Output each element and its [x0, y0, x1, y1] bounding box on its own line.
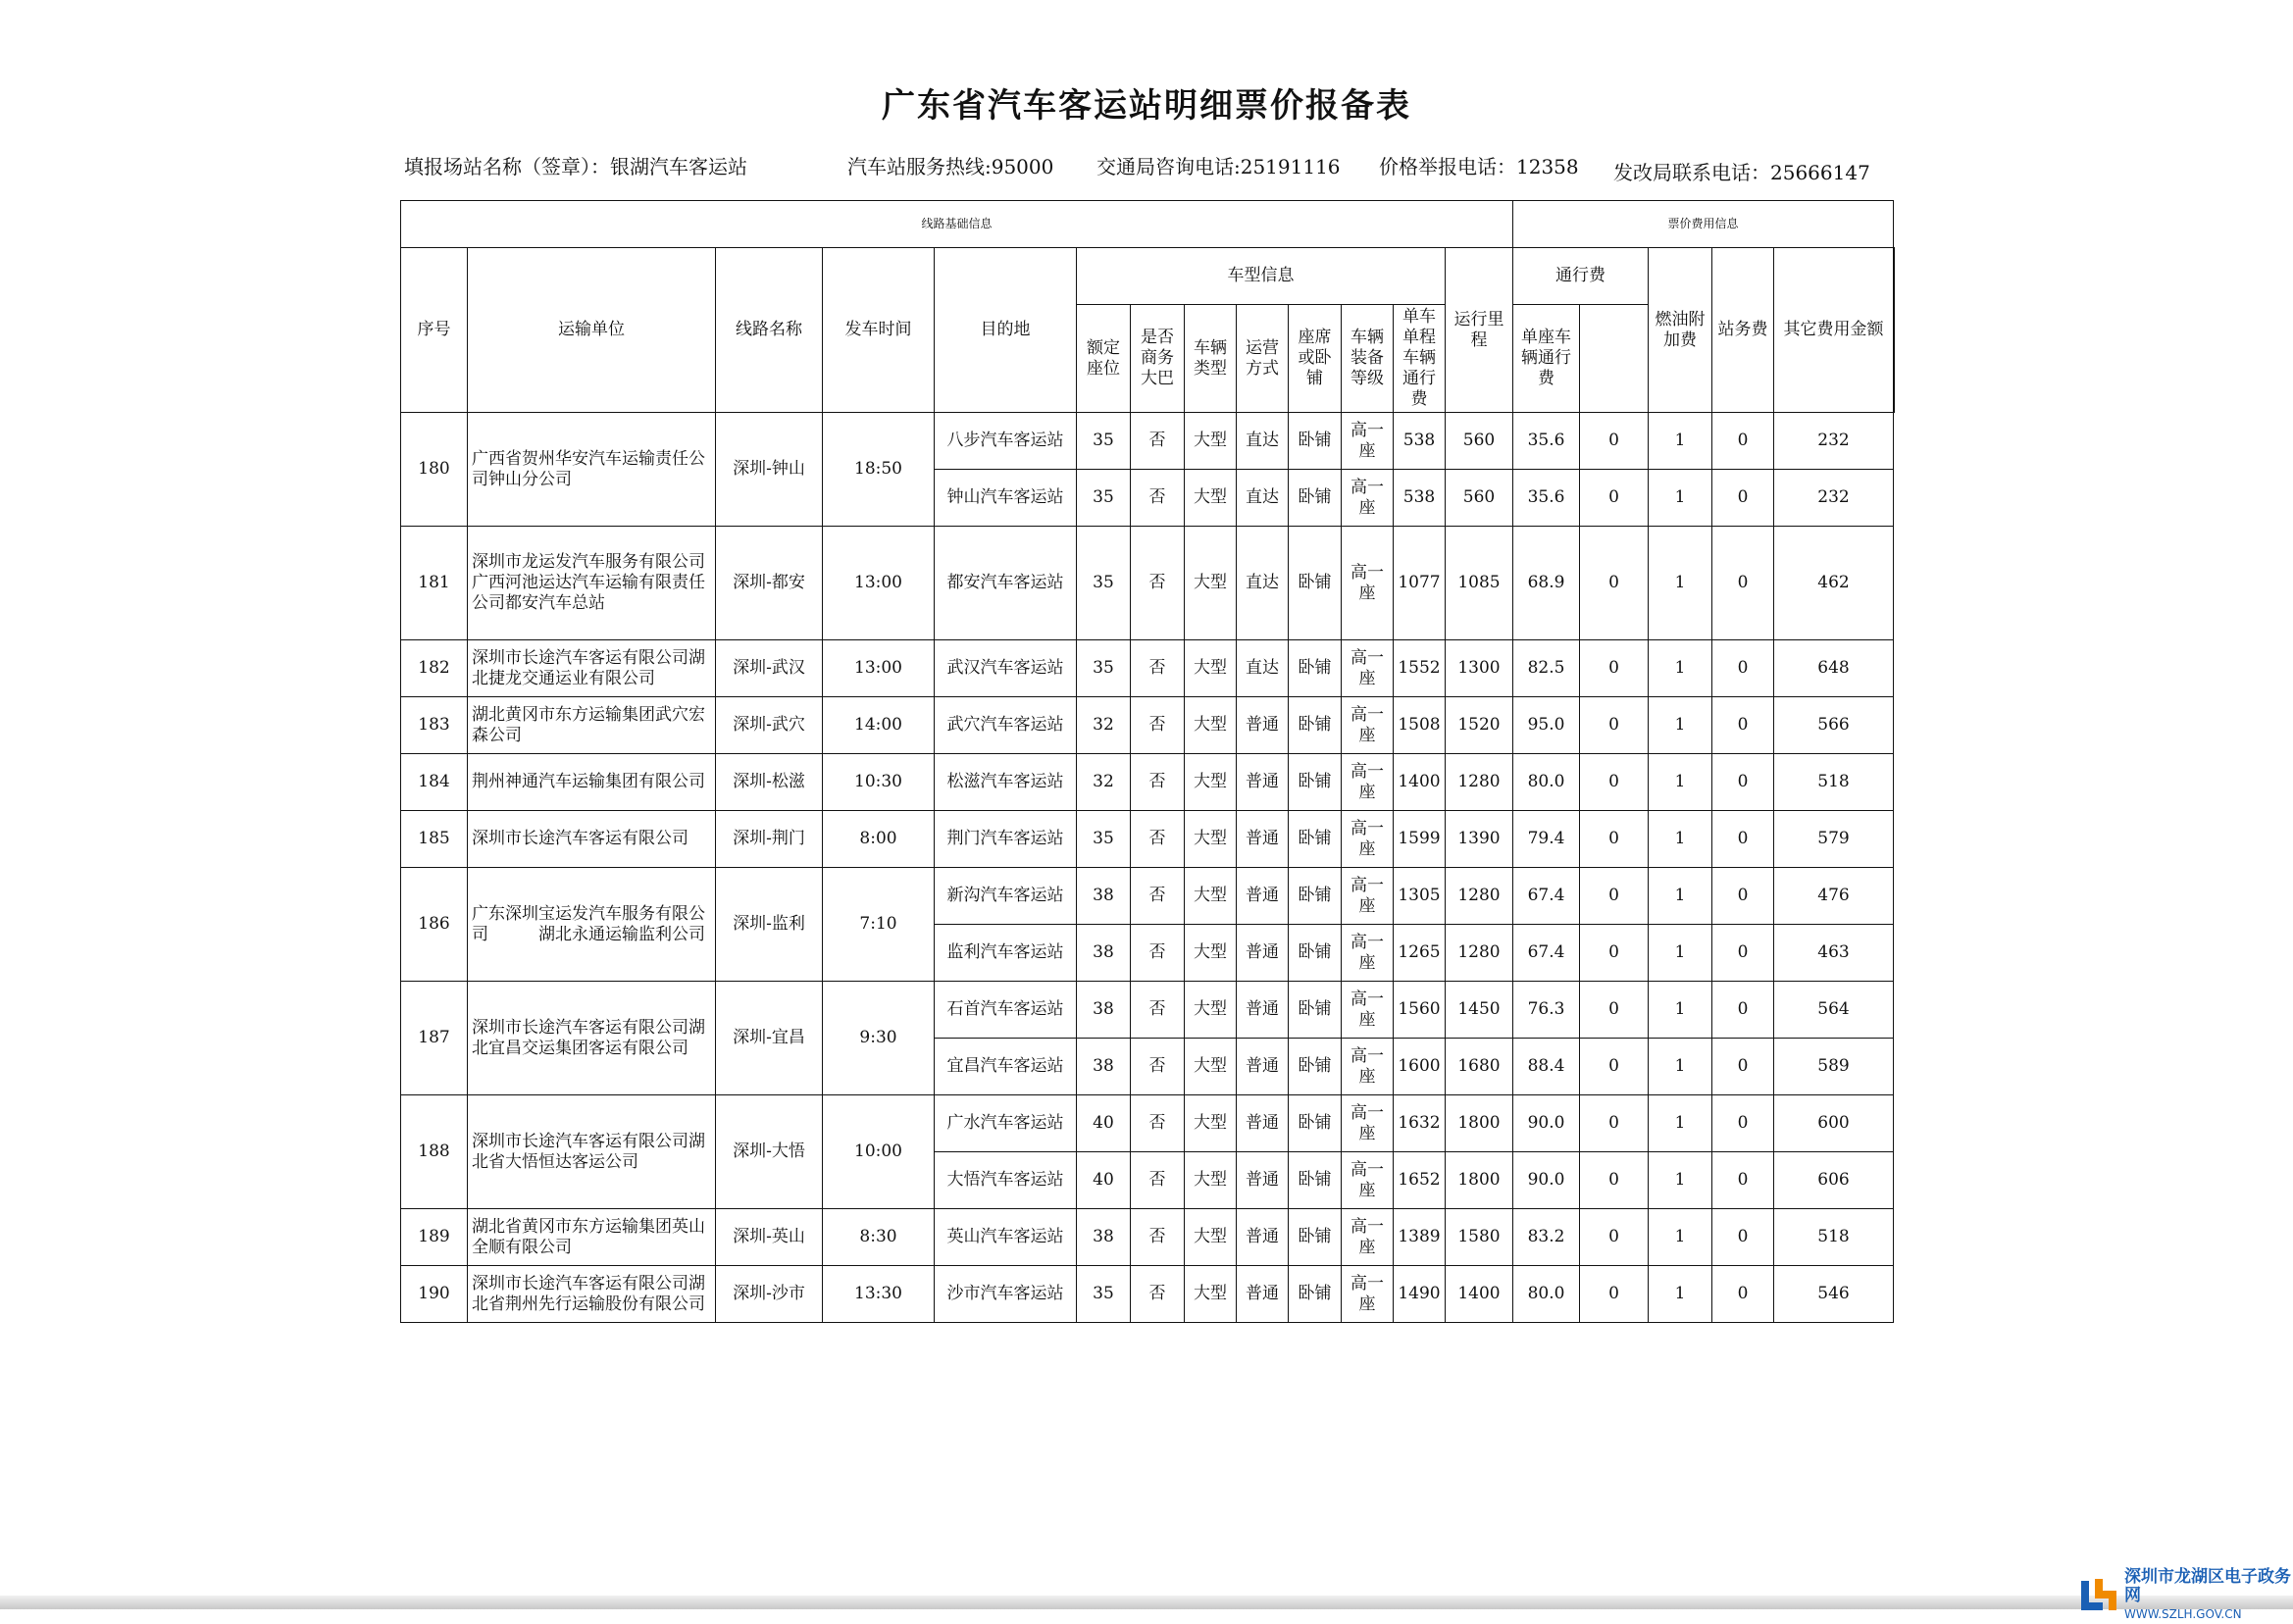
row-toll-seat: 79.4: [1513, 811, 1580, 868]
row-dest: 荆门汽车客运站: [935, 811, 1077, 868]
table-row: [401, 868, 1895, 925]
row-route: 深圳-武汉: [716, 640, 823, 697]
row-grade: 高一座: [1342, 982, 1394, 1039]
row-seats: 40: [1077, 1152, 1131, 1209]
col-fuel: 燃油附加费: [1649, 248, 1712, 413]
row-business: 否: [1131, 697, 1185, 754]
row-mode: 普通: [1237, 925, 1289, 982]
row-vtype: 大型: [1185, 697, 1237, 754]
row-carrier: 深圳市长途汽车客运有限公司湖北宜昌交运集团客运有限公司: [468, 982, 716, 1095]
row-business: 否: [1131, 754, 1185, 811]
row-route: 深圳-英山: [716, 1209, 823, 1266]
table-row: [401, 982, 1895, 1039]
row-vtype: 大型: [1185, 527, 1237, 640]
row-max-price: 606: [1774, 1152, 1894, 1209]
row-mileage: 1305: [1394, 868, 1446, 925]
row-business: 否: [1131, 413, 1185, 470]
row-route: 深圳-沙市: [716, 1266, 823, 1323]
col-dest: 目的地: [935, 248, 1077, 413]
row-toll-seat: 67.4: [1513, 925, 1580, 982]
col-vehicle-info: 车型信息: [1077, 248, 1446, 305]
row-max-price: 463: [1774, 925, 1894, 982]
col-berth: 座席或卧铺: [1289, 305, 1342, 413]
row-seq: 189: [401, 1209, 468, 1266]
row-seq: 182: [401, 640, 468, 697]
row-max-price: 232: [1774, 470, 1894, 527]
row-time: 8:30: [823, 1209, 935, 1266]
row-max-price: 648: [1774, 640, 1894, 697]
row-mileage: 1508: [1394, 697, 1446, 754]
row-mode: 直达: [1237, 413, 1289, 470]
row-time: 13:00: [823, 640, 935, 697]
row-seats: 35: [1077, 1266, 1131, 1323]
row-fuel: 0: [1580, 1209, 1649, 1266]
col-station-fee: 站务费: [1712, 248, 1774, 413]
row-max-price: 566: [1774, 697, 1894, 754]
row-toll-vehicle: 1280: [1446, 754, 1513, 811]
row-vtype: 大型: [1185, 982, 1237, 1039]
row-berth: 卧铺: [1289, 1095, 1342, 1152]
row-mileage: 1652: [1394, 1152, 1446, 1209]
row-carrier: 荆州神通汽车运输集团有限公司: [468, 754, 716, 811]
row-grade: 高一座: [1342, 640, 1394, 697]
row-route: 深圳-武穴: [716, 697, 823, 754]
row-carrier: 深圳市长途汽车客运有限公司湖北捷龙交通运业有限公司: [468, 640, 716, 697]
row-carrier: 广西省贺州华安汽车运输责任公司钟山分公司: [468, 413, 716, 527]
row-toll-vehicle: 1680: [1446, 1039, 1513, 1095]
row-dest: 都安汽车客运站: [935, 527, 1077, 640]
row-route: 深圳-大悟: [716, 1095, 823, 1209]
row-time: 7:10: [823, 868, 935, 982]
row-mode: 直达: [1237, 640, 1289, 697]
row-station-fee: 1: [1649, 982, 1712, 1039]
scan-edge: [0, 1596, 2293, 1609]
row-toll-seat: 76.3: [1513, 982, 1580, 1039]
row-dest: 钟山汽车客运站: [935, 470, 1077, 527]
row-toll-vehicle: 560: [1446, 413, 1513, 470]
row-mileage: 1552: [1394, 640, 1446, 697]
row-dest: 八步汽车客运站: [935, 413, 1077, 470]
row-other: 0: [1712, 925, 1774, 982]
row-business: 否: [1131, 1039, 1185, 1095]
row-fuel: 0: [1580, 640, 1649, 697]
row-dest: 新沟汽车客运站: [935, 868, 1077, 925]
row-dest: 石首汽车客运站: [935, 982, 1077, 1039]
row-toll-seat: 83.2: [1513, 1209, 1580, 1266]
row-vtype: 大型: [1185, 470, 1237, 527]
row-time: 13:30: [823, 1266, 935, 1323]
section-route-info: 线路基础信息: [401, 201, 1513, 248]
row-vtype: 大型: [1185, 1266, 1237, 1323]
row-max-price: 518: [1774, 1209, 1894, 1266]
row-other: 0: [1712, 754, 1774, 811]
row-carrier: 深圳市长途汽车客运有限公司湖北省大悟恒达客运公司: [468, 1095, 716, 1209]
row-seats: 40: [1077, 1095, 1131, 1152]
row-vtype: 大型: [1185, 640, 1237, 697]
row-toll-vehicle: 1580: [1446, 1209, 1513, 1266]
col-carrier: 运输单位: [468, 248, 716, 413]
row-max-price: 589: [1774, 1039, 1894, 1095]
row-grade: 高一座: [1342, 1039, 1394, 1095]
row-station-fee: 1: [1649, 1095, 1712, 1152]
row-vtype: 大型: [1185, 1209, 1237, 1266]
table-row: [401, 413, 1895, 470]
row-grade: 高一座: [1342, 527, 1394, 640]
row-fuel: 0: [1580, 697, 1649, 754]
row-mode: 普通: [1237, 868, 1289, 925]
col-seats: 额定座位: [1077, 305, 1131, 413]
row-seats: 38: [1077, 982, 1131, 1039]
row-fuel: 0: [1580, 470, 1649, 527]
table-row: [401, 640, 1895, 697]
row-dest: 武汉汽车客运站: [935, 640, 1077, 697]
row-route: 深圳-监利: [716, 868, 823, 982]
row-seq: 186: [401, 868, 468, 982]
row-other: 0: [1712, 1152, 1774, 1209]
row-time: 10:30: [823, 754, 935, 811]
row-mileage: 538: [1394, 413, 1446, 470]
row-other: 0: [1712, 413, 1774, 470]
row-station-fee: 1: [1649, 697, 1712, 754]
row-mode: 普通: [1237, 1095, 1289, 1152]
row-other: 0: [1712, 697, 1774, 754]
row-seq: 190: [401, 1266, 468, 1323]
row-vtype: 大型: [1185, 754, 1237, 811]
logo-url: WWW.SZLH.GOV.CN: [2124, 1606, 2242, 1621]
row-toll-seat: 68.9: [1513, 527, 1580, 640]
row-business: 否: [1131, 982, 1185, 1039]
col-toll: 通行费: [1513, 248, 1649, 305]
row-other: 0: [1712, 868, 1774, 925]
table-row: [401, 754, 1895, 811]
row-station-fee: 1: [1649, 1209, 1712, 1266]
row-station-fee: 1: [1649, 868, 1712, 925]
row-seats: 35: [1077, 470, 1131, 527]
row-max-price: 232: [1774, 413, 1894, 470]
row-fuel: 0: [1580, 982, 1649, 1039]
table-row: [401, 1095, 1895, 1152]
row-time: 13:00: [823, 527, 935, 640]
row-grade: 高一座: [1342, 697, 1394, 754]
row-station-fee: 1: [1649, 1266, 1712, 1323]
row-seats: 38: [1077, 925, 1131, 982]
row-vtype: 大型: [1185, 925, 1237, 982]
row-vtype: 大型: [1185, 811, 1237, 868]
row-station-fee: 1: [1649, 754, 1712, 811]
row-seats: 35: [1077, 811, 1131, 868]
row-business: 否: [1131, 1209, 1185, 1266]
row-toll-vehicle: 1300: [1446, 640, 1513, 697]
row-fuel: 0: [1580, 811, 1649, 868]
row-route: 深圳-松滋: [716, 754, 823, 811]
row-station-fee: 1: [1649, 470, 1712, 527]
row-other: 0: [1712, 1039, 1774, 1095]
row-vtype: 大型: [1185, 1039, 1237, 1095]
row-grade: 高一座: [1342, 1152, 1394, 1209]
row-dest: 英山汽车客运站: [935, 1209, 1077, 1266]
header-hotline: 汽车站服务热线:95000: [847, 155, 1054, 178]
col-seq: 序号: [401, 248, 468, 413]
row-fuel: 0: [1580, 925, 1649, 982]
row-toll-seat: 35.6: [1513, 413, 1580, 470]
row-business: 否: [1131, 470, 1185, 527]
row-fuel: 0: [1580, 754, 1649, 811]
row-mileage: 1632: [1394, 1095, 1446, 1152]
row-berth: 卧铺: [1289, 868, 1342, 925]
col-toll-vehicle: 单车单程车辆通行费: [1394, 305, 1446, 413]
row-seats: 35: [1077, 527, 1131, 640]
col-business: 是否商务大巴: [1131, 305, 1185, 413]
row-fuel: 0: [1580, 1095, 1649, 1152]
row-berth: 卧铺: [1289, 1266, 1342, 1323]
row-berth: 卧铺: [1289, 640, 1342, 697]
row-seats: 32: [1077, 754, 1131, 811]
row-berth: 卧铺: [1289, 754, 1342, 811]
row-other: 0: [1712, 1266, 1774, 1323]
row-vtype: 大型: [1185, 1152, 1237, 1209]
row-station-fee: 1: [1649, 1152, 1712, 1209]
row-toll-vehicle: 1450: [1446, 982, 1513, 1039]
row-max-price: 600: [1774, 1095, 1894, 1152]
fare-table: [400, 200, 1895, 1323]
row-grade: 高一座: [1342, 925, 1394, 982]
row-carrier: 深圳市龙运发汽车服务有限公司 广西河池运达汽车运输有限责任公司都安汽车总站: [468, 527, 716, 640]
section-fee-info: 票价费用信息: [1513, 201, 1894, 248]
header-transport-phone: 交通局咨询电话:25191116: [1096, 155, 1341, 178]
col-mode: 运营方式: [1237, 305, 1289, 413]
row-business: 否: [1131, 925, 1185, 982]
row-dest: 武穴汽车客运站: [935, 697, 1077, 754]
col-other: 其它费用金额: [1774, 248, 1894, 413]
row-fuel: 0: [1580, 413, 1649, 470]
row-toll-vehicle: 1800: [1446, 1095, 1513, 1152]
col-mileage: 运行里程: [1446, 248, 1513, 413]
col-max-price: [1894, 248, 1895, 413]
row-toll-vehicle: 1280: [1446, 925, 1513, 982]
row-max-price: 518: [1774, 754, 1894, 811]
row-max-price: 546: [1774, 1266, 1894, 1323]
row-mode: 普通: [1237, 1266, 1289, 1323]
row-mode: 直达: [1237, 470, 1289, 527]
row-seats: 38: [1077, 868, 1131, 925]
row-toll-vehicle: 1800: [1446, 1152, 1513, 1209]
row-grade: 高一座: [1342, 811, 1394, 868]
row-seats: 32: [1077, 697, 1131, 754]
row-fuel: 0: [1580, 1266, 1649, 1323]
row-seats: 38: [1077, 1209, 1131, 1266]
row-mileage: 1400: [1394, 754, 1446, 811]
row-max-price: 462: [1774, 527, 1894, 640]
row-berth: 卧铺: [1289, 697, 1342, 754]
row-station-fee: 1: [1649, 640, 1712, 697]
row-toll-vehicle: 1280: [1446, 868, 1513, 925]
row-berth: 卧铺: [1289, 1152, 1342, 1209]
row-time: 10:00: [823, 1095, 935, 1209]
row-toll-seat: 35.6: [1513, 470, 1580, 527]
row-business: 否: [1131, 1266, 1185, 1323]
row-carrier: 深圳市长途汽车客运有限公司: [468, 811, 716, 868]
row-time: 8:00: [823, 811, 935, 868]
row-mode: 普通: [1237, 1152, 1289, 1209]
row-mode: 直达: [1237, 527, 1289, 640]
row-business: 否: [1131, 527, 1185, 640]
row-max-price: 564: [1774, 982, 1894, 1039]
row-berth: 卧铺: [1289, 527, 1342, 640]
row-mode: 普通: [1237, 697, 1289, 754]
row-mode: 普通: [1237, 811, 1289, 868]
col-grade: 车辆装备等级: [1342, 305, 1394, 413]
row-other: 0: [1712, 982, 1774, 1039]
row-fuel: 0: [1580, 868, 1649, 925]
row-station-fee: 1: [1649, 811, 1712, 868]
logo-name: 深圳市龙湖区电子政务网: [2124, 1566, 2291, 1605]
row-dest: 沙市汽车客运站: [935, 1266, 1077, 1323]
page-title: 广东省汽车客运站明细票价报备表: [882, 86, 1411, 126]
row-max-price: 476: [1774, 868, 1894, 925]
row-seats: 38: [1077, 1039, 1131, 1095]
row-business: 否: [1131, 811, 1185, 868]
table-row: [401, 811, 1895, 868]
row-berth: 卧铺: [1289, 811, 1342, 868]
row-berth: 卧铺: [1289, 470, 1342, 527]
row-grade: 高一座: [1342, 413, 1394, 470]
row-seats: 35: [1077, 640, 1131, 697]
row-toll-vehicle: 1520: [1446, 697, 1513, 754]
row-toll-seat: 90.0: [1513, 1095, 1580, 1152]
row-mileage: 1600: [1394, 1039, 1446, 1095]
row-grade: 高一座: [1342, 868, 1394, 925]
row-fuel: 0: [1580, 1039, 1649, 1095]
row-other: 0: [1712, 527, 1774, 640]
row-time: 9:30: [823, 982, 935, 1095]
header-price-phone: 价格举报电话：12358: [1379, 155, 1579, 178]
table-row: [401, 697, 1895, 754]
row-mode: 普通: [1237, 982, 1289, 1039]
row-dest: 大悟汽车客运站: [935, 1152, 1077, 1209]
row-other: 0: [1712, 1209, 1774, 1266]
site-logo: [2079, 1566, 2293, 1621]
row-seq: 181: [401, 527, 468, 640]
row-toll-seat: 80.0: [1513, 754, 1580, 811]
row-mode: 普通: [1237, 754, 1289, 811]
row-toll-vehicle: 1085: [1446, 527, 1513, 640]
row-vtype: 大型: [1185, 1095, 1237, 1152]
row-seats: 35: [1077, 413, 1131, 470]
row-seq: 184: [401, 754, 468, 811]
row-toll-seat: 82.5: [1513, 640, 1580, 697]
row-toll-vehicle: 1390: [1446, 811, 1513, 868]
row-route: 深圳-都安: [716, 527, 823, 640]
row-route: 深圳-钟山: [716, 413, 823, 527]
row-seq: 185: [401, 811, 468, 868]
row-station-fee: 1: [1649, 1039, 1712, 1095]
row-dest: 松滋汽车客运站: [935, 754, 1077, 811]
row-business: 否: [1131, 1095, 1185, 1152]
row-grade: 高一座: [1342, 470, 1394, 527]
row-grade: 高一座: [1342, 1095, 1394, 1152]
row-carrier: 广东深圳宝运发汽车服务有限公司 湖北永通运输监利公司: [468, 868, 716, 982]
row-toll-seat: 95.0: [1513, 697, 1580, 754]
row-carrier: 湖北黄冈市东方运输集团武穴宏森公司: [468, 697, 716, 754]
row-fuel: 0: [1580, 527, 1649, 640]
row-grade: 高一座: [1342, 1266, 1394, 1323]
row-mileage: 538: [1394, 470, 1446, 527]
header-ndrc-phone: 发改局联系电话：25666147: [1613, 161, 1870, 184]
col-time: 发车时间: [823, 248, 935, 413]
row-other: 0: [1712, 1095, 1774, 1152]
row-grade: 高一座: [1342, 754, 1394, 811]
row-mileage: 1265: [1394, 925, 1446, 982]
col-vtype: 车辆类型: [1185, 305, 1237, 413]
row-toll-vehicle: 1400: [1446, 1266, 1513, 1323]
row-seq: 188: [401, 1095, 468, 1209]
row-mileage: 1560: [1394, 982, 1446, 1039]
row-mileage: 1389: [1394, 1209, 1446, 1266]
row-toll-seat: 67.4: [1513, 868, 1580, 925]
row-berth: 卧铺: [1289, 925, 1342, 982]
row-toll-seat: 88.4: [1513, 1039, 1580, 1095]
row-berth: 卧铺: [1289, 1209, 1342, 1266]
row-business: 否: [1131, 1152, 1185, 1209]
row-berth: 卧铺: [1289, 982, 1342, 1039]
row-other: 0: [1712, 470, 1774, 527]
row-max-price: 579: [1774, 811, 1894, 868]
row-toll-vehicle: 560: [1446, 470, 1513, 527]
row-time: 14:00: [823, 697, 935, 754]
row-dest: 广水汽车客运站: [935, 1095, 1077, 1152]
row-business: 否: [1131, 868, 1185, 925]
row-toll-seat: 80.0: [1513, 1266, 1580, 1323]
logo-icon: [2079, 1577, 2118, 1614]
row-mileage: 1077: [1394, 527, 1446, 640]
row-route: 深圳-宜昌: [716, 982, 823, 1095]
col-toll-seat: 单座车辆通行费: [1513, 305, 1580, 413]
row-seq: 183: [401, 697, 468, 754]
row-vtype: 大型: [1185, 868, 1237, 925]
table-row: [401, 1209, 1895, 1266]
row-carrier: 湖北省黄冈市东方运输集团英山全顺有限公司: [468, 1209, 716, 1266]
row-dest: 监利汽车客运站: [935, 925, 1077, 982]
row-grade: 高一座: [1342, 1209, 1394, 1266]
row-mode: 普通: [1237, 1209, 1289, 1266]
row-station-fee: 1: [1649, 413, 1712, 470]
row-other: 0: [1712, 640, 1774, 697]
row-mileage: 1490: [1394, 1266, 1446, 1323]
row-station-fee: 1: [1649, 925, 1712, 982]
row-station-fee: 1: [1649, 527, 1712, 640]
header-station: 填报场站名称（签章）：银湖汽车客运站: [404, 155, 747, 178]
row-business: 否: [1131, 640, 1185, 697]
row-dest: 宜昌汽车客运站: [935, 1039, 1077, 1095]
row-carrier: 深圳市长途汽车客运有限公司湖北省荆州先行运输股份有限公司: [468, 1266, 716, 1323]
col-route: 线路名称: [716, 248, 823, 413]
row-mileage: 1599: [1394, 811, 1446, 868]
row-toll-seat: 90.0: [1513, 1152, 1580, 1209]
row-time: 18:50: [823, 413, 935, 527]
row-route: 深圳-荆门: [716, 811, 823, 868]
row-fuel: 0: [1580, 1152, 1649, 1209]
row-berth: 卧铺: [1289, 413, 1342, 470]
row-seq: 187: [401, 982, 468, 1095]
row-berth: 卧铺: [1289, 1039, 1342, 1095]
row-seq: 180: [401, 413, 468, 527]
row-vtype: 大型: [1185, 413, 1237, 470]
table-row: [401, 1266, 1895, 1323]
row-other: 0: [1712, 811, 1774, 868]
table-row: [401, 527, 1895, 640]
row-mode: 普通: [1237, 1039, 1289, 1095]
